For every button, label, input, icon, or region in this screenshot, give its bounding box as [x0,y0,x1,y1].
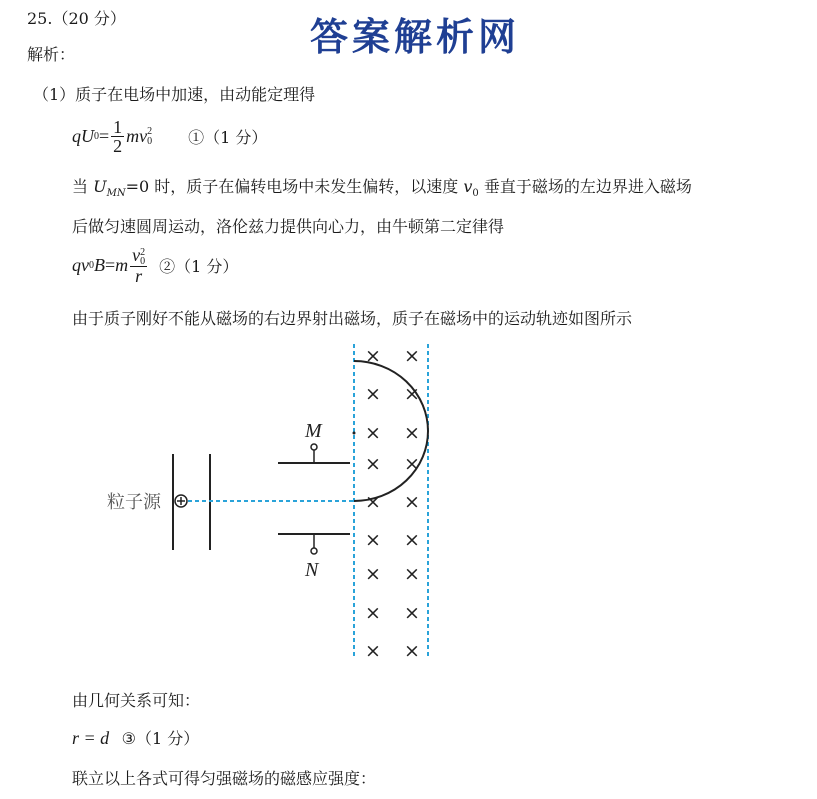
field-cross: × [365,422,381,444]
eq2-lhs2: B [94,254,105,275]
equation-1 [72,118,267,155]
plate-n-label: N [305,559,319,581]
field-cross: × [365,640,381,662]
trajectory-diagram [0,336,817,666]
field-cross: × [365,491,381,513]
part1-line5: 联立以上各式可得匀强磁场的磁感应强度： [72,769,377,788]
eq1-equals: = [99,126,110,146]
field-cross: × [404,453,420,475]
line2a-var-sub: MN [106,188,126,200]
line2a-v-sub: 0 [472,188,479,200]
field-cross: × [404,422,420,444]
line2a-tail: 垂直于磁场的左边界进入磁场 [478,177,692,196]
eq2-frac-den: r [135,265,143,286]
equation-2 [72,246,238,285]
eq2-lhs: qv [72,254,89,275]
eq2-equals: = [105,254,116,275]
eq2-num-sub: 0 [140,255,146,267]
eq1-mark: ①（1 分） [188,128,268,147]
eq1-frac-num: 1 [113,117,123,137]
line2a-v: v [463,177,473,196]
plate-m-label: M [305,420,322,442]
eq2-lhs-sub: 0 [89,259,94,271]
field-cross: × [404,529,420,551]
eq3-mark: ③（1 分） [121,729,200,748]
eq1-lhs: qU [72,126,94,146]
eq1-rhs-sup: 2 [147,125,153,137]
watermark: 答案解析网 [310,14,521,59]
eq1-rhs-sub: 0 [147,135,153,147]
line2a-pre: 当 [72,177,94,196]
eq2-num-v: v [132,245,141,265]
eq2-fraction [130,246,147,285]
field-cross: × [365,563,381,585]
heading-analysis: 解析： [27,45,76,64]
eq3-text: r = d [72,728,110,748]
line2a-post: =0 时，质子在偏转电场中未发生偏转，以速度 [125,177,464,196]
eq2-m: m [115,254,129,275]
eq2-frac-num [130,246,147,267]
field-cross: × [365,345,381,367]
eq1-frac-den: 2 [113,136,123,156]
field-cross: × [365,529,381,551]
field-cross: × [404,640,420,662]
field-cross: × [404,602,420,624]
particle-source-label: 粒子源 [107,492,161,513]
part1-line3: 由于质子刚好不能从磁场的右边界射出磁场，质子在磁场中的运动轨迹如图所示 [72,309,633,328]
question-number: 25.（20 分） [27,9,126,28]
field-cross: × [365,602,381,624]
part1-intro: （1）质子在电场中加速，由动能定理得 [33,85,316,104]
eq2-num-sup: 2 [140,246,146,258]
field-cross: × [404,383,420,405]
part1-line2b: 后做匀速圆周运动，洛伦兹力提供向心力，由牛顿第二定律得 [72,217,505,236]
magnetic-field-crosses [365,345,420,662]
field-cross: × [365,383,381,405]
equation-3 [72,726,199,749]
eq1-rhs: mv [126,126,148,146]
field-cross: × [365,453,381,475]
line2a-var: U [93,177,107,196]
eq1-fraction [111,118,124,155]
part1-line4: 由几何关系可知： [72,691,201,710]
field-cross: × [404,563,420,585]
part1-line2a [72,174,692,199]
field-cross: × [404,491,420,513]
eq2-mark: ②（1 分） [159,256,239,276]
field-cross: × [404,345,420,367]
eq1-lhs-sub: 0 [94,131,99,142]
